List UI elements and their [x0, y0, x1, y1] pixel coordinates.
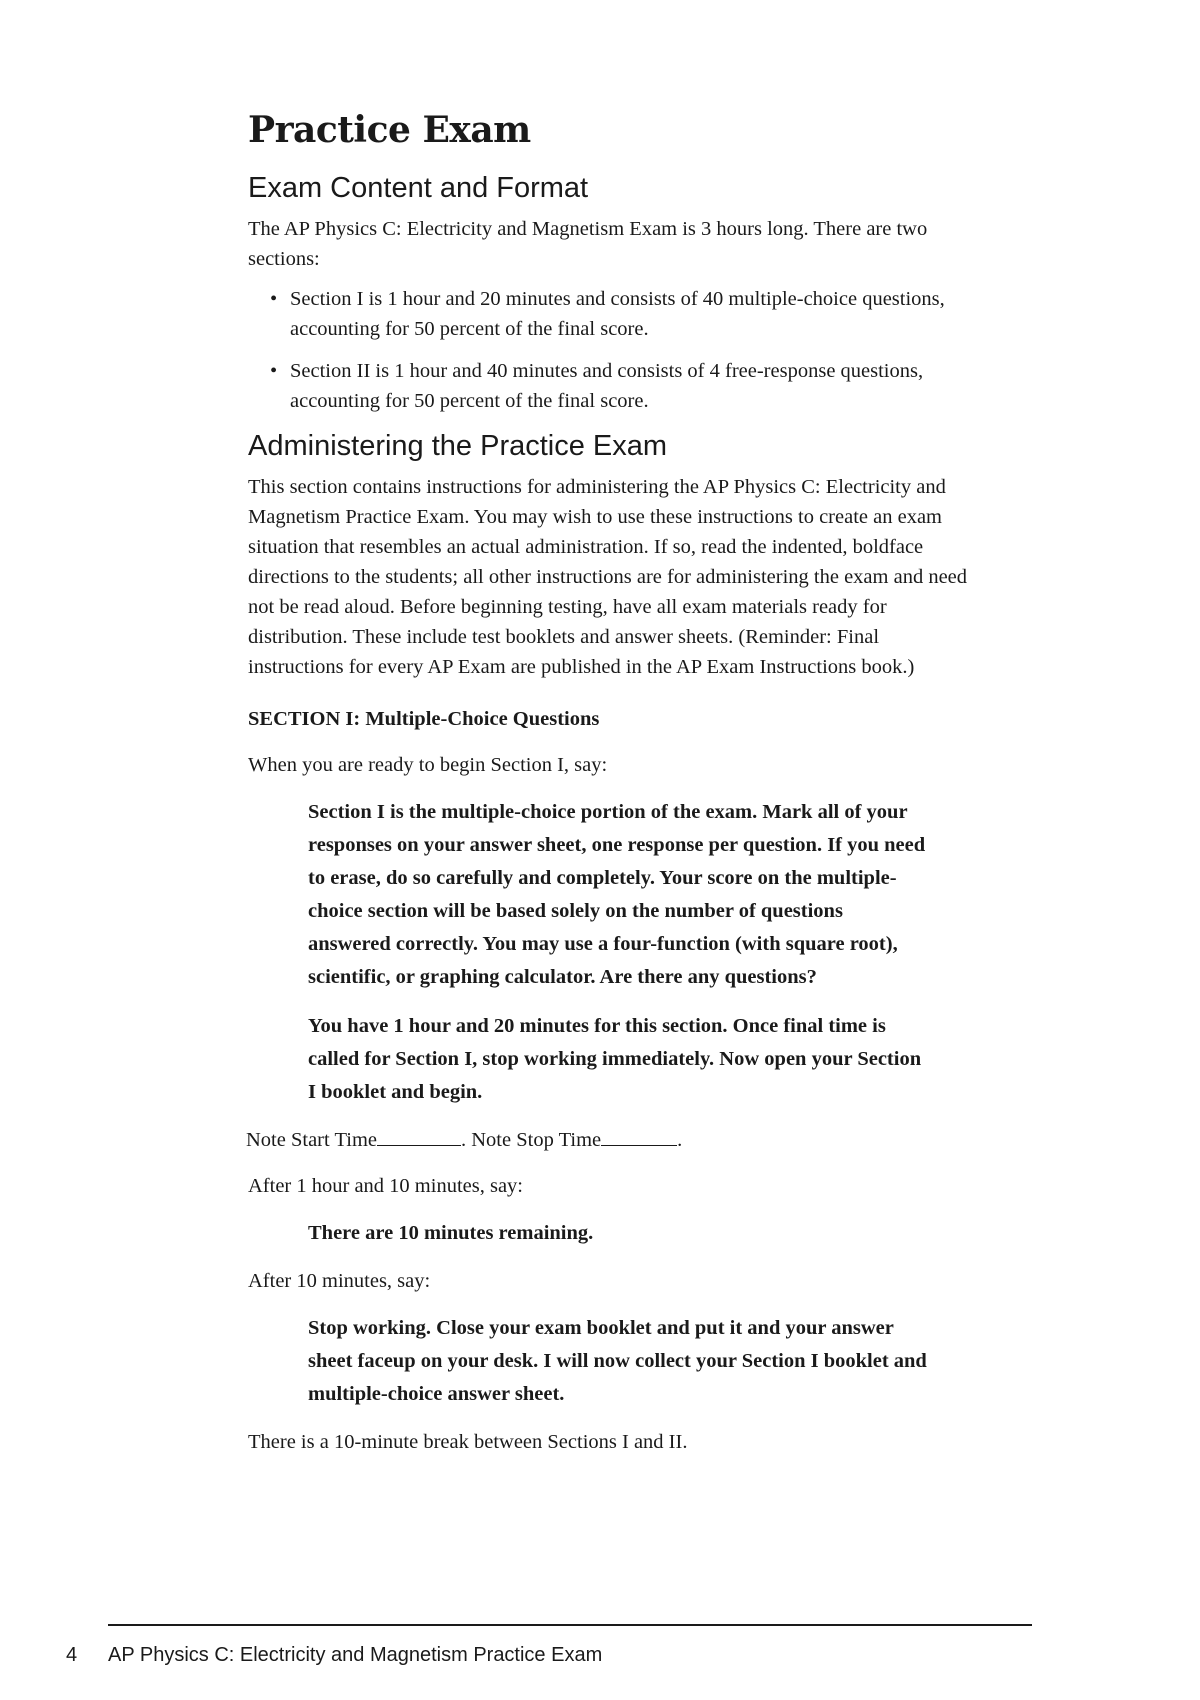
bullet-icon: •	[270, 288, 278, 310]
note-stop-label: . Note Stop Time	[461, 1129, 602, 1151]
content-format-heading: Exam Content and Format	[248, 172, 589, 204]
note-end: .	[677, 1129, 683, 1151]
break-note: There is a 10-minute break between Sections I and II.	[248, 1431, 688, 1453]
after-10-text: After 10 minutes, say:	[248, 1270, 431, 1292]
page-content	[248, 108, 968, 1457]
footer-divider	[108, 1624, 1032, 1626]
list-item-text: Section II is 1 hour and 40 minutes and consists of 4 free-response questions, accounting for 50 percent of the final score.	[290, 360, 924, 412]
start-time-blank[interactable]	[377, 1125, 461, 1146]
section1-instruction-2: You have 1 hour and 20 minutes for this section. Once final time is called for Section I, stop working immediately. Now open your Section I booklet and begin.	[308, 1015, 922, 1103]
note-start-label: Note Start Time	[246, 1129, 377, 1151]
when-ready-text: When you are ready to begin Section I, say:	[248, 754, 608, 776]
list-item	[270, 356, 968, 416]
content-format-intro: The AP Physics C: Electricity and Magnetism Exam is 3 hours long. There are two sections:	[248, 218, 928, 270]
after-1h10-text: After 1 hour and 10 minutes, say:	[248, 1175, 523, 1197]
page-title: Practice Exam	[248, 109, 531, 151]
page-footer	[66, 1642, 602, 1668]
section1-label: SECTION I: Multiple-Choice Questions	[248, 708, 600, 730]
section-summary-list	[248, 284, 968, 416]
administering-heading: Administering the Practice Exam	[248, 430, 668, 462]
stop-working-instruction: Stop working. Close your exam booklet and put it and your answer sheet faceup on your desk. I will now collect your Section I booklet and multiple-choice answer sheet.	[308, 1317, 927, 1405]
ten-minutes-remaining: There are 10 minutes remaining.	[308, 1222, 594, 1244]
administering-body: This section contains instructions for administering the AP Physics C: Electricity and Magnetism Practice Exam. You may wish to use these instructions to create an exam situation that resembles an actual administration. If so, read the indented, boldface directions to the students; all other instructions are for administering the exam and need not be read aloud. Before beginning testing, have all exam materials ready for distribution. These include test booklets and answer sheets. (Reminder: Final instructions for every AP Exam are published in the AP Exam Instructions book.)	[248, 476, 968, 678]
list-item	[270, 284, 968, 344]
list-item-text: Section I is 1 hour and 20 minutes and consists of 40 multiple-choice questions, accounting for 50 percent of the final score.	[290, 288, 945, 340]
note-times	[246, 1125, 968, 1155]
running-title: AP Physics C: Electricity and Magnetism Practice Exam	[108, 1644, 603, 1666]
stop-time-blank[interactable]	[601, 1125, 677, 1146]
bullet-icon: •	[270, 360, 278, 382]
page-number: 4	[66, 1644, 78, 1666]
section1-instruction-1: Section I is the multiple-choice portion of the exam. Mark all of your responses on your answer sheet, one response per question. If you need to erase, do so carefully and completely. Your score on the multiple-choice section will be based solely on the number of questions answered correctly. You may use a four-function (with square root), scientific, or graphing calculator. Are there any questions?	[308, 801, 926, 988]
